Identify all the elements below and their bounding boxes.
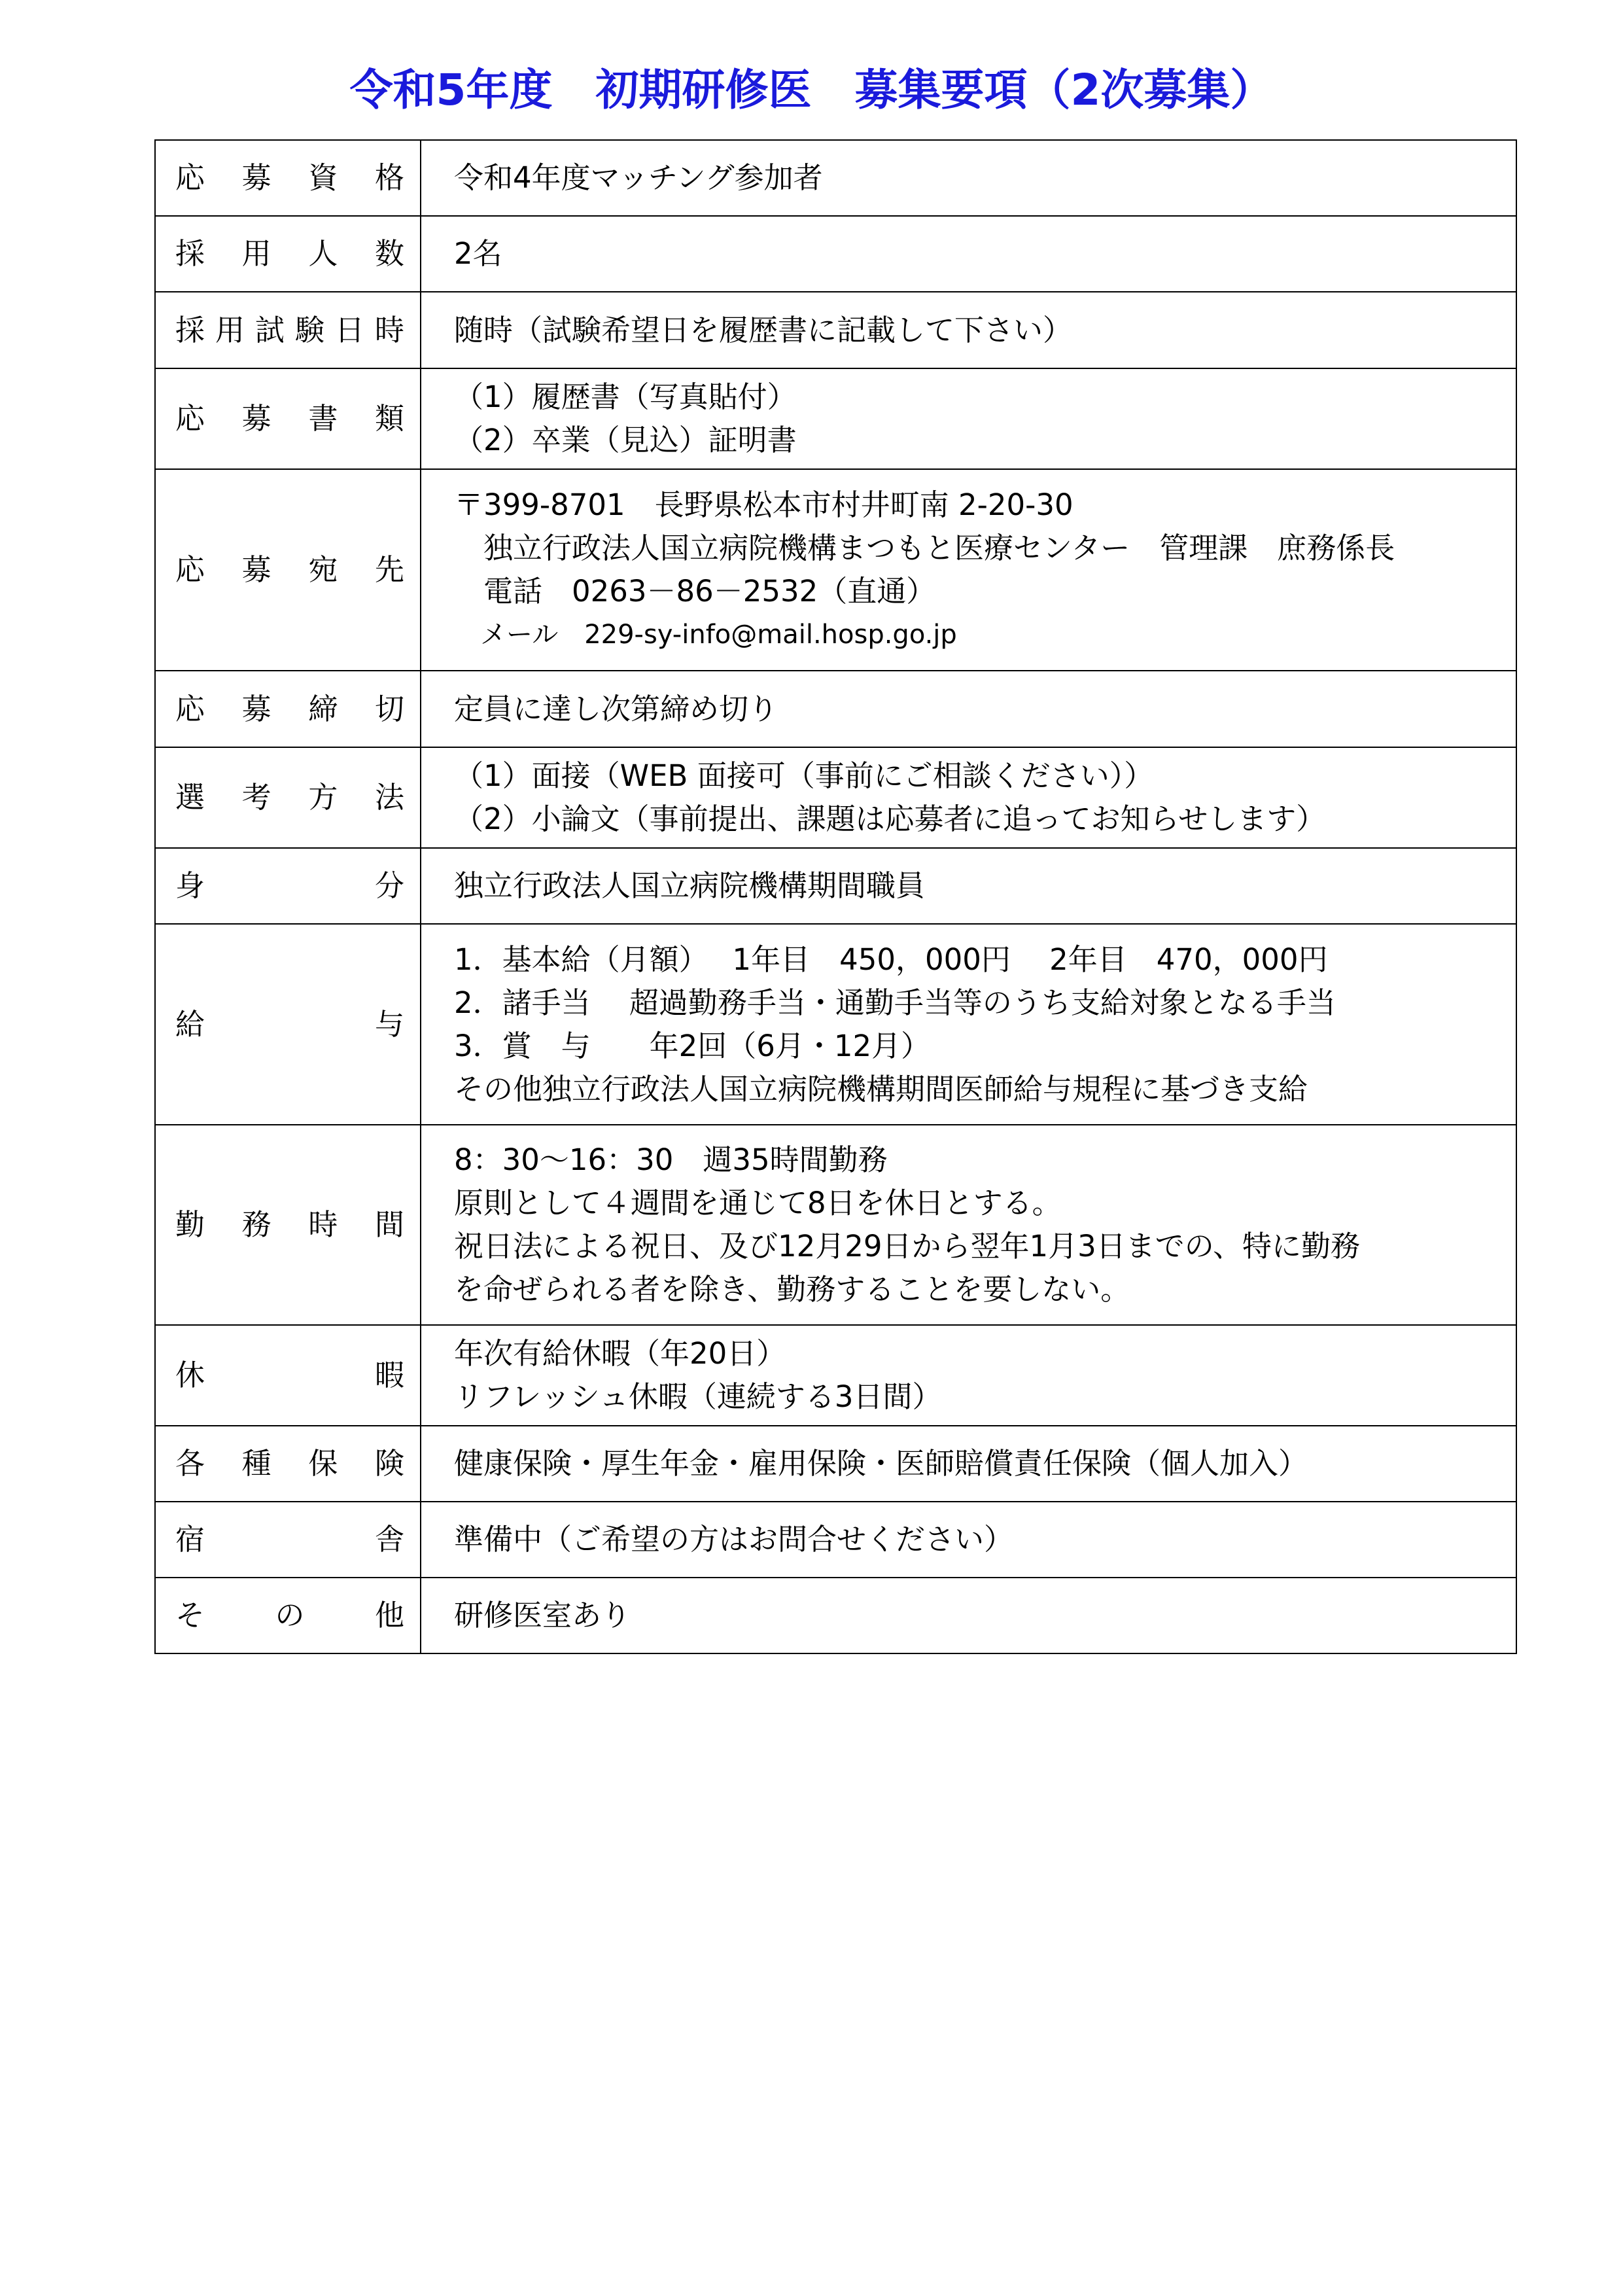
row-value-line: 2．諸手当 超過勤務手当・通勤手当等のうち支給対象となる手当 <box>454 985 1336 1020</box>
row-label: 宿舎 <box>175 1522 404 1557</box>
row-value-cell <box>421 924 1516 1125</box>
row-value-line: 健康保険・厚生年金・雇用保険・医師賠償責任保険（個人加入） <box>454 1446 1308 1481</box>
table-row <box>155 140 1516 216</box>
table-row <box>155 1325 1516 1426</box>
row-label-cell <box>155 292 421 368</box>
row-value-cell <box>421 848 1516 924</box>
row-label: 各種保険 <box>175 1446 404 1481</box>
row-value-line: 原則として４週間を通じて8日を休日とする。 <box>454 1186 1062 1220</box>
row-label: 休暇 <box>175 1358 404 1392</box>
row-label-cell <box>155 1426 421 1502</box>
row-value-cell <box>421 140 1516 216</box>
row-value-cell <box>421 368 1516 469</box>
row-value-line: 独立行政法人国立病院機構まつもと医療センター 管理課 庶務係長 <box>454 531 1395 565</box>
row-value-line: その他独立行政法人国立病院機構期間医師給与規程に基づき支給 <box>454 1071 1308 1106</box>
row-value-cell <box>421 1502 1516 1578</box>
row-value-line: 研修医室あり <box>454 1598 631 1633</box>
row-label-cell <box>155 1125 421 1325</box>
row-label: 採用試験日時 <box>175 312 404 347</box>
row-value-line: （2）小論文（事前提出、課題は応募者に追ってお知らせします） <box>454 802 1326 836</box>
row-value-line: 随時（試験希望日を履歴書に記載して下さい） <box>454 312 1073 347</box>
email-address[interactable]: メール 229-sy-info@mail.hosp.go.jp <box>454 620 957 650</box>
row-value-cell <box>421 1578 1516 1653</box>
row-value-cell <box>421 747 1516 848</box>
row-label: 選考方法 <box>175 780 404 815</box>
row-label-cell <box>155 1325 421 1426</box>
table-row <box>155 368 1516 469</box>
row-value-line: （1）履歴書（写真貼付） <box>454 380 797 414</box>
row-value-line: 令和4年度マッチング参加者 <box>454 160 823 195</box>
row-value-cell <box>421 292 1516 368</box>
row-value-line: 〒399-8701 長野県松本市村井町南 2-20-30 <box>454 487 1073 522</box>
row-value-line: 3．賞 与 年2回（6月・12月） <box>454 1028 931 1063</box>
table-row <box>155 1426 1516 1502</box>
row-value-cell <box>421 469 1516 671</box>
row-value-line: 電話 0263－86－2532（直通） <box>454 574 936 609</box>
row-value-cell <box>421 671 1516 747</box>
row-label: 勤務時間 <box>175 1207 404 1242</box>
row-label: 身分 <box>175 868 404 903</box>
row-label-cell <box>155 848 421 924</box>
table-row <box>155 671 1516 747</box>
row-value-line: 独立行政法人国立病院機構期間職員 <box>454 868 926 903</box>
row-label: 応募宛先 <box>175 552 404 587</box>
row-label-cell <box>155 747 421 848</box>
row-value-cell <box>421 1426 1516 1502</box>
row-label-cell <box>155 671 421 747</box>
table-row <box>155 1578 1516 1653</box>
row-label-cell <box>155 216 421 292</box>
row-value-cell <box>421 1325 1516 1426</box>
table-row <box>155 1502 1516 1578</box>
table-row <box>155 848 1516 924</box>
row-label: 採用人数 <box>175 236 404 271</box>
row-value-line: 定員に達し次第締め切り <box>454 691 778 726</box>
row-label: 応募書類 <box>175 401 404 436</box>
table-row <box>155 1125 1516 1325</box>
row-label-cell <box>155 1578 421 1653</box>
page-title: 令和5年度 初期研修医 募集要項（2次募集） <box>349 65 1274 115</box>
row-value-line: を命ぜられる者を除き、勤務することを要しない。 <box>454 1272 1130 1307</box>
row-label-cell <box>155 140 421 216</box>
row-value-line: 8：30～16：30 週35時間勤務 <box>454 1142 888 1177</box>
table-row <box>155 924 1516 1125</box>
row-label: 応募資格 <box>175 160 404 195</box>
recruitment-table <box>154 139 1517 1654</box>
row-label: その他 <box>175 1598 404 1633</box>
row-label-cell <box>155 924 421 1125</box>
row-value-line: 2名 <box>454 236 502 271</box>
row-label-cell <box>155 368 421 469</box>
row-value-line: （1）面接（WEB 面接可（事前にご相談ください）） <box>454 758 1154 793</box>
table-row <box>155 747 1516 848</box>
row-label-cell <box>155 469 421 671</box>
row-label: 給与 <box>175 1006 404 1042</box>
row-value-line: 年次有給休暇（年20日） <box>454 1336 786 1371</box>
row-value-line: リフレッシュ休暇（連続する3日間） <box>454 1379 942 1414</box>
row-value-cell <box>421 216 1516 292</box>
row-value-line: 祝日法による祝日、及び12月29日から翌年1月3日までの、特に勤務 <box>454 1229 1360 1263</box>
table-row <box>155 292 1516 368</box>
row-value-line: 準備中（ご希望の方はお問合せください） <box>454 1522 1014 1557</box>
row-value-cell <box>421 1125 1516 1325</box>
row-value-line: 1．基本給（月額） 1年目 450，000円 2年目 470，000円 <box>454 942 1328 977</box>
row-label-cell <box>155 1502 421 1578</box>
row-label: 応募締切 <box>175 691 404 726</box>
row-value-line: （2）卒業（見込）証明書 <box>454 423 797 457</box>
table-row <box>155 216 1516 292</box>
table-row <box>155 469 1516 671</box>
